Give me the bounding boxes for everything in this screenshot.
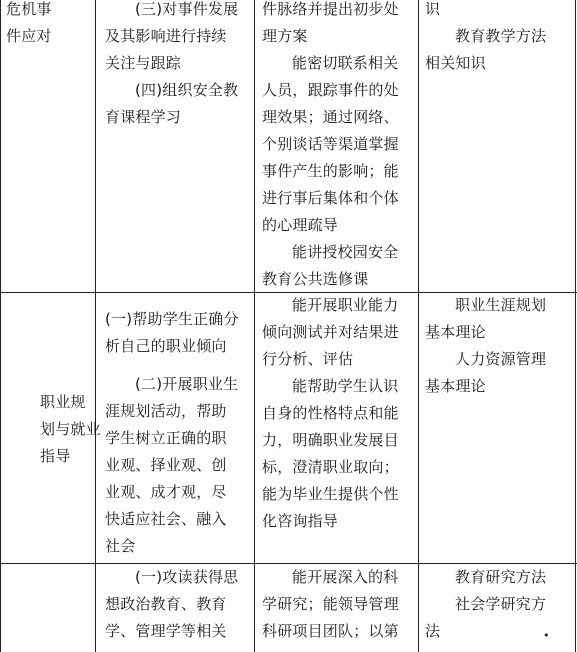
col-divider-3 xyxy=(418,0,419,652)
row2-knowledge-line: 基本理论 xyxy=(425,323,486,341)
row1-task-line: (四)组织安全教 xyxy=(135,81,239,99)
row1-skill-line: 理效果；通过网络、 xyxy=(262,108,399,126)
row3-task-line: (一)攻读获得思 xyxy=(135,568,239,586)
corner-mark: • xyxy=(543,629,550,642)
row3-knowledge-line: 法 xyxy=(425,622,441,640)
row2-task-line: 涯规划活动，帮助 xyxy=(105,402,227,420)
row2-skill-line: 能帮助学生认识 xyxy=(292,377,399,395)
row2-skill-line: 能开展职业能力 xyxy=(292,296,399,314)
row2-skill-cell xyxy=(262,292,410,535)
row2-category-line: 指导 xyxy=(40,447,71,465)
col-divider-2 xyxy=(254,0,255,652)
row1-task-line: 关注与跟踪 xyxy=(105,54,182,72)
row1-skill-cell xyxy=(262,0,410,293)
row2-skill-line: 自身的性格特点和能 xyxy=(262,404,399,422)
row3-skill-cell xyxy=(262,564,410,645)
row1-knowledge-cell xyxy=(425,0,573,77)
row2-task-cell xyxy=(105,306,250,560)
row2-task-line: 社会 xyxy=(105,537,136,555)
row3-skill-line: 学研究；能领导管理 xyxy=(262,595,399,613)
row3-task-cell xyxy=(105,564,250,645)
row1-knowledge-line: 教育教学方法 xyxy=(455,27,547,45)
row1-skill-line: 进行事后集体和个体 xyxy=(262,189,399,207)
row1-skill-line: 个别谈话等渠道掌握 xyxy=(262,135,399,153)
row1-knowledge-line: 相关知识 xyxy=(425,54,486,72)
row1-task-line: 及其影响进行持续 xyxy=(105,27,227,45)
row2-task-line: 业观、成才观，尽 xyxy=(105,483,227,501)
row2-task-line: 业观、择业观、创 xyxy=(105,456,227,474)
row2-skill-line: 化咨询指导 xyxy=(262,512,339,530)
row3-knowledge-line: 社会学研究方 xyxy=(455,595,547,613)
row2-knowledge-cell xyxy=(425,292,573,400)
row2-task-line: (一)帮助学生正确分 xyxy=(105,310,239,328)
row3-task-line: 想政治教育、教育 xyxy=(105,595,227,613)
row2-knowledge-line: 基本理论 xyxy=(425,377,486,395)
row2-skill-line: 行分析、评估 xyxy=(262,350,354,368)
row2-task-line: 学生树立正确的职 xyxy=(105,429,227,447)
row1-category-line: 危机事 xyxy=(6,0,52,18)
row1-task-cell xyxy=(105,0,250,131)
row1-skill-line: 理方案 xyxy=(262,27,308,45)
row2-category-line: 职业规 xyxy=(40,393,86,411)
row2-skill-line: 力，明确职业发展目 xyxy=(262,431,399,449)
row2-skill-line: 倾向测试并对结果进 xyxy=(262,323,399,341)
row2-task-line: 快适应社会、融入 xyxy=(105,510,227,528)
row1-skill-line: 人员，跟踪事件的处 xyxy=(262,81,399,99)
row1-knowledge-line: 识 xyxy=(425,0,441,18)
row3-knowledge-cell xyxy=(425,564,573,645)
row2-knowledge-line: 职业生涯规划 xyxy=(455,296,547,314)
row3-skill-line: 科研项目团队；以第 xyxy=(262,622,399,640)
row1-category-cell xyxy=(6,0,92,50)
col-divider-4 xyxy=(575,0,576,652)
row1-skill-line: 能密切联系相关 xyxy=(292,54,399,72)
row2-skill-line: 标，澄清职业取向； xyxy=(262,458,399,476)
row1-skill-line: 能讲授校园安全 xyxy=(292,243,399,261)
row3-knowledge-line: 教育研究方法 xyxy=(455,568,547,586)
row1-category-line: 件应对 xyxy=(6,27,52,45)
row1-skill-line: 的心理疏导 xyxy=(262,216,339,234)
row1-skill-line: 件脉络并提出初步处 xyxy=(262,0,399,18)
row2-skill-line: 能为毕业生提供个性 xyxy=(262,485,399,503)
row1-task-line: (三)对事件发展 xyxy=(135,0,239,18)
row2-category-cell xyxy=(6,389,101,470)
row3-task-line: 学、管理学等相关 xyxy=(105,622,227,640)
row1-skill-line: 事件产生的影响；能 xyxy=(262,162,399,180)
row2-task-line: 析自己的职业倾向 xyxy=(105,337,227,355)
row1-task-line: 育课程学习 xyxy=(105,108,182,126)
col-divider-1 xyxy=(95,0,96,652)
row2-knowledge-line: 人力资源管理 xyxy=(455,350,547,368)
row3-skill-line: 能开展深入的科 xyxy=(292,568,399,586)
row2-category-line: 划与就业 xyxy=(40,420,101,438)
row1-skill-line: 教育公共选修课 xyxy=(262,270,369,288)
row2-task-line: (二)开展职业生 xyxy=(135,375,239,393)
col-divider-0 xyxy=(0,0,1,652)
